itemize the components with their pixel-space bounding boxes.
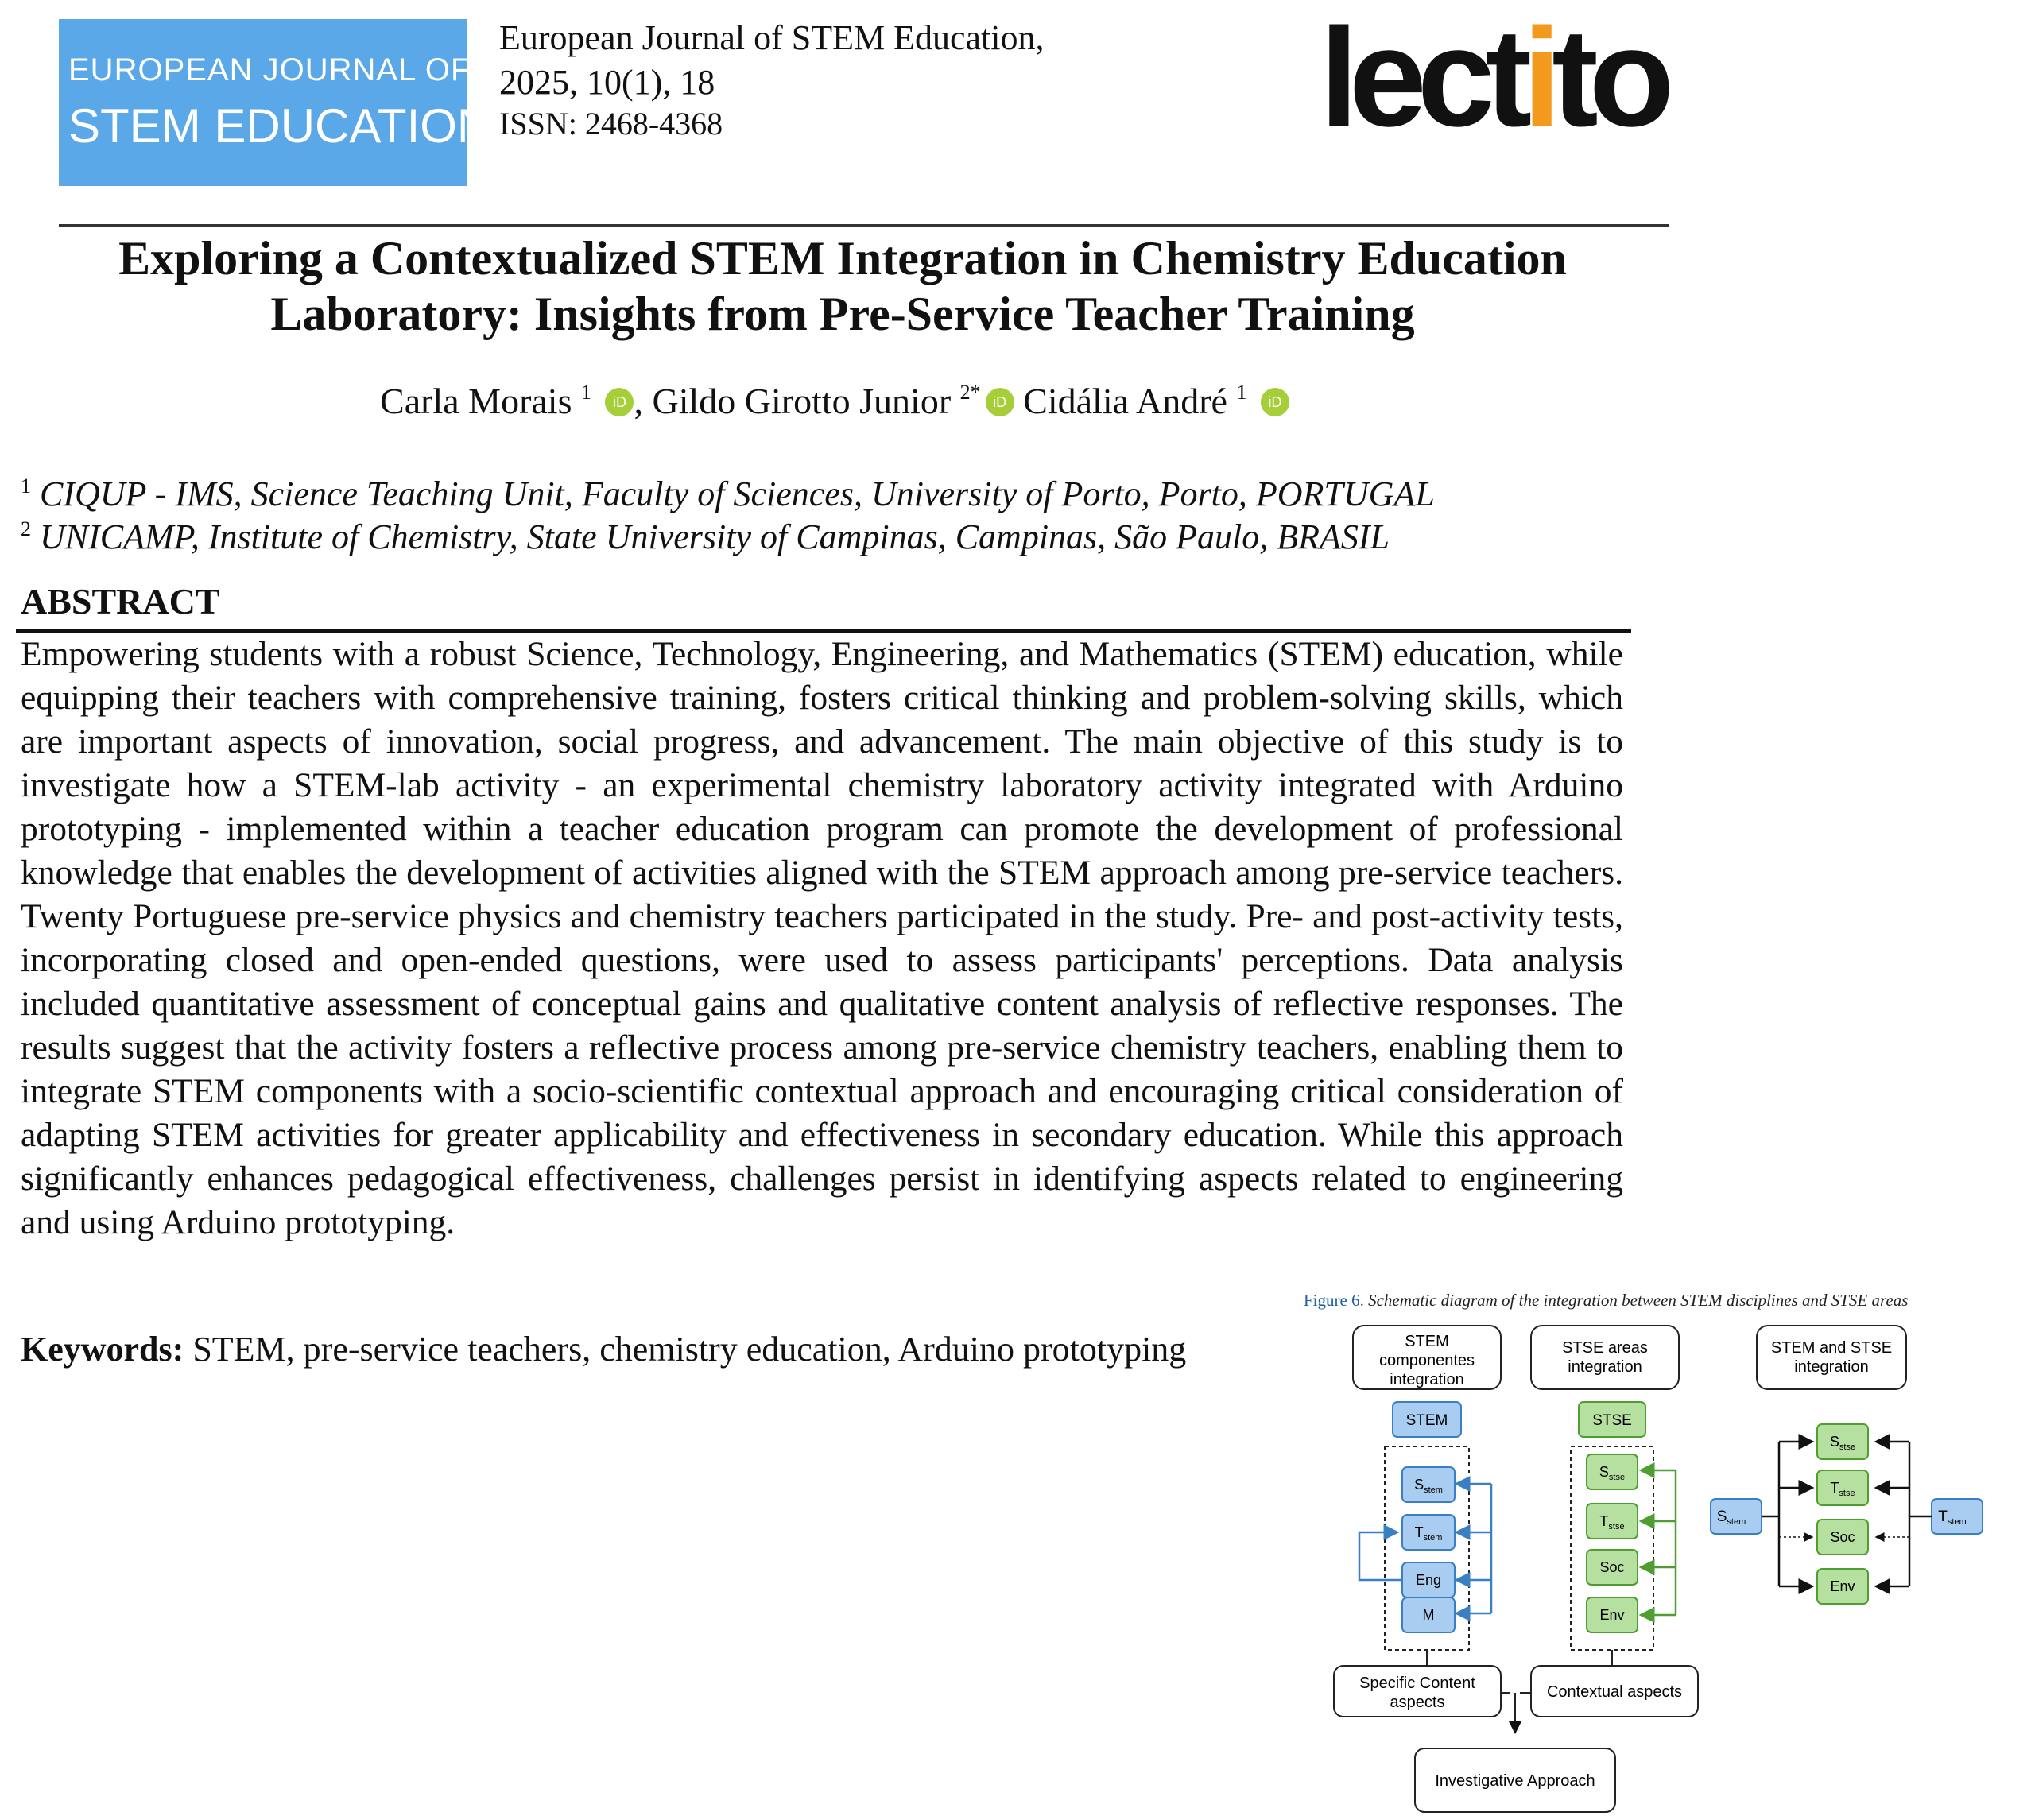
author-name: Carla Morais bbox=[380, 381, 572, 421]
author-affil-sup: 1 bbox=[1236, 381, 1247, 404]
journal-logo-line1: EUROPEAN JOURNAL OF bbox=[68, 52, 471, 87]
publisher-logo-accent: i bbox=[1522, 0, 1552, 156]
stem-item-label: M bbox=[1422, 1607, 1435, 1623]
author-name: Gildo Girotto Junior bbox=[652, 381, 952, 421]
author-affil-sup: 1 bbox=[580, 381, 591, 404]
specific-content-line: aspects bbox=[1390, 1694, 1445, 1711]
s-stem-node-label: $S_{stem}$ bbox=[1716, 1508, 1746, 1527]
journal-name: European Journal of STEM Education, bbox=[499, 18, 1045, 57]
stse-items bbox=[1587, 1454, 1638, 1632]
publisher-logo bbox=[1320, 0, 1665, 156]
orcid-icon[interactable]: iD bbox=[605, 388, 634, 416]
title-line-2: Laboratory: Insights from Pre-Service Teacher Training bbox=[270, 288, 1415, 340]
integration-item-node bbox=[1817, 1470, 1868, 1505]
col2-header bbox=[1531, 1326, 1679, 1389]
orcid-icon[interactable]: iD bbox=[1261, 388, 1289, 416]
keywords-label: Keywords: bbox=[21, 1330, 184, 1369]
stem-box-label: STEM bbox=[1405, 1412, 1448, 1429]
stse-item-label: $S_{stse}$ bbox=[1599, 1464, 1626, 1482]
contextual-aspects-label: Contextual aspects bbox=[1546, 1683, 1683, 1701]
author-name: Cidália André bbox=[1023, 381, 1227, 421]
integration-item-label: $S_{stse}$ bbox=[1829, 1434, 1856, 1452]
col1-header-line: integration bbox=[1390, 1371, 1464, 1388]
stem-items bbox=[1402, 1467, 1455, 1632]
col3-header-line: integration bbox=[1794, 1358, 1869, 1376]
stse-item-label: Env bbox=[1599, 1607, 1625, 1623]
stem-loop-arrow bbox=[1359, 1532, 1402, 1580]
figure-caption-label: Figure 6. bbox=[1304, 1291, 1364, 1310]
col2-header-line: integration bbox=[1568, 1358, 1642, 1376]
figure-caption bbox=[1304, 1291, 1908, 1311]
integration-item-label: $T_{stse}$ bbox=[1830, 1480, 1855, 1498]
col1-header-line: STEM bbox=[1405, 1333, 1449, 1350]
col3-header-line: STEM and STSE bbox=[1770, 1339, 1893, 1357]
journal-logo-line2: STEM EDUCATION bbox=[68, 99, 492, 153]
stse-item-node bbox=[1587, 1454, 1638, 1489]
figure-6-diagram bbox=[1320, 1311, 1987, 1820]
stem-item-label: Eng bbox=[1415, 1572, 1442, 1588]
abstract-heading: ABSTRACT bbox=[21, 581, 220, 622]
figure-caption-text: Schematic diagram of the integration between STEM disciplines and STSE areas bbox=[1368, 1291, 1909, 1310]
header-divider bbox=[59, 224, 1669, 227]
affiliation-1 bbox=[21, 474, 1435, 514]
author-affil-sup: 2* bbox=[959, 381, 981, 404]
paper-title bbox=[48, 230, 1638, 342]
specific-content-box bbox=[1334, 1666, 1501, 1717]
affiliation-text: UNICAMP, Institute of Chemistry, State University of Campinas, Campinas, São Paulo, BRASIL bbox=[40, 517, 1390, 556]
integration-item-label: Soc bbox=[1830, 1529, 1855, 1545]
title-line-1: Exploring a Contextualized STEM Integration in Chemistry Education bbox=[118, 232, 1567, 285]
stse-item-label: $T_{stse}$ bbox=[1599, 1513, 1625, 1532]
stem-item-node bbox=[1402, 1515, 1455, 1550]
t-stem-node-label: $T_{stem}$ bbox=[1938, 1508, 1967, 1527]
stse-box-label: STSE bbox=[1592, 1412, 1632, 1429]
col1-header bbox=[1353, 1326, 1501, 1389]
integration-item-label: Env bbox=[1830, 1578, 1855, 1594]
affiliation-text: CIQUP - IMS, Science Teaching Unit, Faculty of Sciences, University of Porto, Porto, PORTUGAL bbox=[40, 474, 1435, 513]
col1-header-line: componentes bbox=[1378, 1352, 1475, 1369]
keywords-list: STEM, pre-service teachers, chemistry education, Arduino prototyping bbox=[192, 1330, 1187, 1369]
integration-item-node bbox=[1817, 1424, 1868, 1459]
affiliation-2 bbox=[21, 517, 1390, 557]
col2-header-line: STSE areas bbox=[1562, 1339, 1648, 1357]
stem-item-node bbox=[1402, 1467, 1455, 1502]
affiliation-sup: 2 bbox=[21, 517, 31, 540]
orcid-icon[interactable]: iD bbox=[986, 388, 1014, 416]
investigative-approach-box bbox=[1415, 1748, 1615, 1812]
affiliation-sup: 1 bbox=[21, 474, 31, 498]
col3-header bbox=[1757, 1326, 1906, 1389]
publisher-logo-part-a: lect bbox=[1320, 0, 1523, 156]
contextual-aspects-box bbox=[1531, 1666, 1698, 1717]
investigative-label: Investigative Approach bbox=[1435, 1772, 1595, 1790]
specific-content-line: Specific Content bbox=[1359, 1675, 1475, 1692]
author-list: Carla Morais $^1$ iD , Gildo Girotto Junior $^{2*}$ iD Cidália André $^1$ iD bbox=[0, 380, 1669, 422]
journal-logo bbox=[59, 19, 492, 186]
stse-item-node bbox=[1587, 1504, 1638, 1539]
publisher-logo-part-c: to bbox=[1552, 0, 1665, 156]
stem-item-label: $T_{stem}$ bbox=[1414, 1524, 1443, 1543]
keywords bbox=[21, 1329, 1186, 1369]
col3-items bbox=[1817, 1424, 1868, 1604]
stse-item-label: Soc bbox=[1599, 1559, 1625, 1575]
journal-issn: ISSN: 2468-4368 bbox=[499, 106, 723, 141]
journal-volume: 2025, 10(1), 18 bbox=[499, 63, 715, 102]
abstract-body: Empowering students with a robust Science, Technology, Engineering, and Mathematics (STEM) education, while equipping their teachers with comprehensive training, fosters critical thinking and problem-solving skills, which are important aspects of innovation, social progress, and advancement. The main objective of this study is to investigate how a STEM-lab activity - an experimental chemistry laboratory activity integrated with Arduino prototyping - implemented within a teacher education program can promote the development of professional knowledge that enables the development of activities aligned with the STEM approach among pre-service teachers. Twenty Portuguese pre-service physics and chemistry teachers participated in the study. Pre- and post-activity tests, incorporating closed and open-ended questions, were used to assess participants' perceptions. Data analysis included quantitative assessment of conceptual gains and qualitative content analysis of reflective responses. The results suggest that the activity fosters a reflective process among pre-service chemistry teachers, enabling them to integrate STEM components with a socio-scientific contextual approach and encouraging critical consideration of adapting STEM activities for greater applicability and effectiveness in secondary education. While this approach significantly enhances pedagogical effectiveness, challenges persist in identifying aspects related to engineering and using Arduino prototyping. bbox=[21, 635, 1623, 1241]
stem-item-label: $S_{stem}$ bbox=[1414, 1477, 1443, 1495]
